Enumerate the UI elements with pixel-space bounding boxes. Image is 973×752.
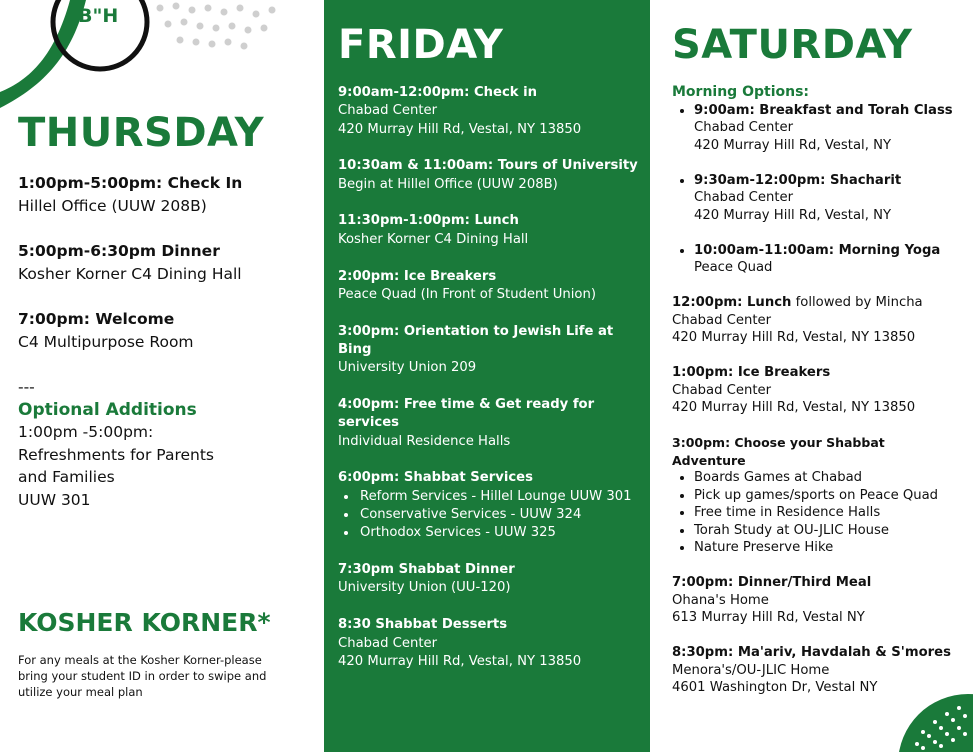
event-line: 420 Murray Hill Rd, Vestal, NY: [694, 207, 892, 223]
bh-logo-text: B"H: [78, 5, 119, 27]
kosher-korner-text: For any meals at the Kosher Korner-please bring your student ID in order to swipe and utilize your meal plan: [18, 653, 267, 699]
friday-services: [338, 469, 638, 542]
dotted-circle-decoration: [893, 692, 973, 752]
event-time: 1:00pm-5:00pm: Check In: [18, 174, 243, 192]
event-time: 8:30 Shabbat Desserts: [338, 617, 508, 633]
event-time: 5:00pm-6:30pm Dinner: [18, 242, 220, 260]
thursday-column: [0, 0, 324, 752]
event-time: 9:00am-12:00pm: Check in: [338, 85, 538, 100]
event-place: C4 Multipurpose Room: [18, 332, 194, 351]
saturday-event: [672, 294, 962, 347]
event-time: 3:00pm: Choose your Shabbat Adventure: [672, 435, 885, 468]
event-time: 11:30pm-1:00pm: Lunch: [338, 213, 519, 229]
friday-event: [338, 616, 638, 671]
friday-event: [338, 561, 638, 598]
event-line: 420 Murray Hill Rd, Vestal, NY 13850: [672, 400, 916, 415]
adventure-list: [672, 469, 962, 557]
event-time: 7:30pm Shabbat Dinner: [338, 562, 515, 578]
event-line: 613 Murray Hill Rd, Vestal NY: [672, 610, 865, 625]
event-line: Ohana's Home: [672, 592, 769, 608]
friday-event: [338, 323, 638, 378]
event-line: Chabad Center: [672, 312, 772, 328]
thursday-title: THURSDAY: [18, 110, 265, 156]
dots-decoration: [150, 0, 290, 60]
friday-event: [338, 268, 638, 305]
friday-event: [338, 84, 638, 139]
event-time: 4:00pm: Free time & Get ready for services: [338, 397, 595, 431]
thursday-event: [18, 172, 308, 217]
event-time: • 10:00am-11:00am: Morning Yoga: [694, 242, 941, 258]
list-item: • Orthodox Services - UUW 325: [358, 524, 638, 542]
event-line: 420 Murray Hill Rd, Vestal, NY 13850: [672, 330, 916, 345]
list-item: • Free time in Residence Halls: [694, 504, 962, 522]
event-line: Chabad Center: [694, 120, 794, 135]
separator: ---: [18, 378, 35, 396]
saturday-adventure: [672, 434, 962, 557]
event-place: Kosher Korner C4 Dining Hall: [18, 264, 242, 283]
event-line: 420 Murray Hill Rd, Vestal, NY: [694, 137, 892, 153]
saturday-schedule: [672, 84, 962, 714]
event-time: 2:00pm: Ice Breakers: [338, 268, 497, 284]
thursday-event: [18, 240, 308, 285]
event-time: 1:00pm: Ice Breakers: [672, 365, 831, 380]
saturday-event: [672, 364, 962, 417]
event-line: Peace Quad (In Front of Student Union): [338, 286, 596, 302]
list-item: [694, 172, 962, 225]
event-time: 12:00pm: Lunch: [672, 295, 792, 310]
event-time: 6:00pm: Shabbat Services: [338, 470, 533, 486]
saturday-column: [650, 0, 973, 752]
event-line: University Union 209: [338, 360, 477, 376]
event-time: • 9:00am: Breakfast and Torah Class: [694, 102, 953, 118]
event-line: 420 Murray Hill Rd, Vestal, NY 13850: [338, 653, 582, 669]
event-time: 7:00pm: Welcome: [18, 310, 175, 328]
event-time: 7:00pm: Dinner/Third Meal: [672, 575, 872, 590]
event-line: Kosher Korner C4 Dining Hall: [338, 231, 529, 247]
event-line: Begin at Hillel Office (UUW 208B): [338, 176, 558, 192]
list-item: • Nature Preserve Hike: [694, 539, 962, 557]
list-item: [694, 242, 962, 277]
event-time: 3:00pm: Orientation to Jewish Life at Bing: [338, 323, 614, 357]
optional-line: and Families: [18, 468, 115, 486]
saturday-event: [672, 644, 962, 697]
event-line: Menora's/OU-JLIC Home: [672, 662, 830, 678]
event-time: 10:30am & 11:00am: Tours of University: [338, 158, 638, 174]
list-item: • Reform Services - Hillel Lounge UUW 301: [358, 488, 638, 506]
thursday-schedule: [18, 172, 308, 511]
event-time: • 9:30am-12:00pm: Shacharit: [694, 172, 902, 188]
event-place: Hillel Office (UUW 208B): [18, 196, 207, 215]
list-item: • Pick up games/sports on Peace Quad: [694, 487, 962, 505]
friday-event: [338, 396, 638, 451]
services-list: [338, 488, 638, 543]
optional-line: UUW 301: [18, 490, 91, 509]
list-item: • Conservative Services - UUW 324: [358, 506, 638, 524]
friday-column: [324, 0, 650, 752]
saturday-title: SATURDAY: [672, 22, 913, 68]
event-line: Chabad Center: [338, 103, 438, 119]
event-line: Chabad Center: [338, 635, 438, 651]
friday-title: FRIDAY: [338, 22, 504, 68]
event-line: Peace Quad: [694, 260, 773, 275]
optional-line: 1:00pm -5:00pm:: [18, 423, 154, 441]
event-line: Individual Residence Halls: [338, 433, 511, 449]
event-time: 8:30pm: Ma'ariv, Havdalah & S'mores: [672, 645, 951, 660]
list-item: [694, 102, 962, 155]
optional-line: Refreshments for Parents: [18, 445, 215, 464]
event-line: 420 Murray Hill Rd, Vestal, NY 13850: [338, 121, 582, 137]
event-line: 4601 Washington Dr, Vestal NY: [672, 680, 878, 695]
friday-event: [338, 157, 638, 194]
saturday-event: [672, 574, 962, 627]
morning-options-list: [672, 102, 962, 277]
event-suffix: followed by Mincha: [791, 295, 923, 310]
friday-event: [338, 212, 638, 249]
event-line: Chabad Center: [694, 190, 794, 205]
thursday-event: [18, 308, 308, 353]
list-item: • Boards Games at Chabad: [694, 469, 962, 487]
event-line: Chabad Center: [672, 382, 772, 398]
kosher-korner-title: KOSHER KORNER*: [18, 608, 271, 637]
event-line: University Union (UU-120): [338, 580, 511, 596]
morning-options-title: Morning Options:: [672, 84, 810, 100]
friday-schedule: [338, 84, 638, 690]
list-item: • Torah Study at OU-JLIC House: [694, 522, 962, 540]
optional-title: Optional Additions: [18, 399, 197, 420]
